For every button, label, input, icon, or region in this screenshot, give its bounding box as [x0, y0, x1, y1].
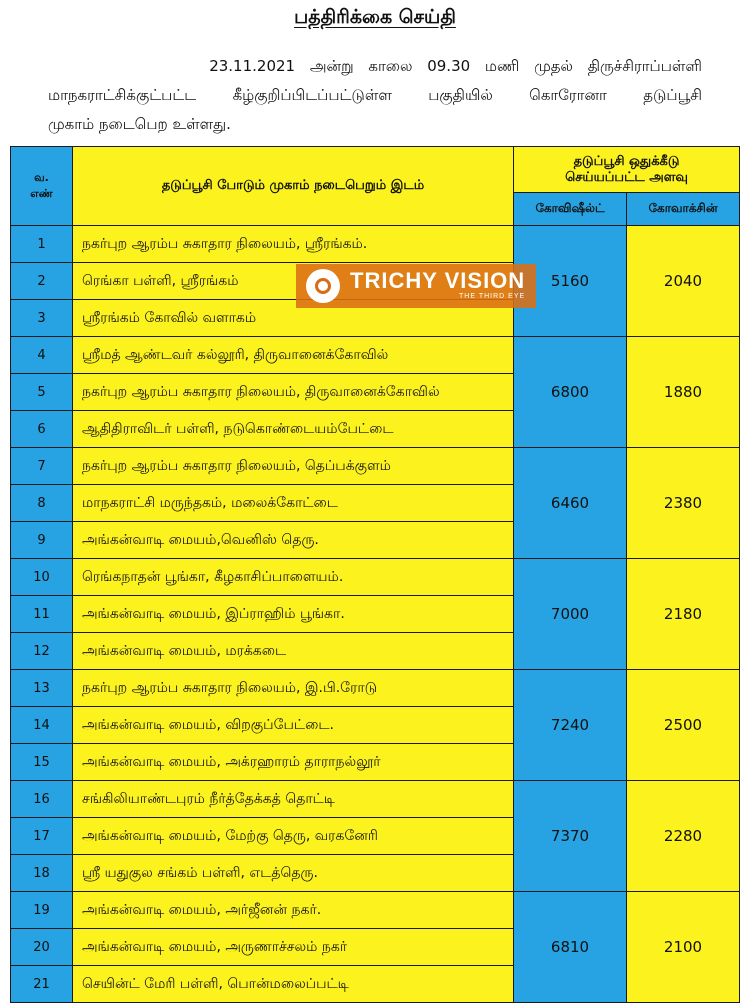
camp-location-cell: ரெங்கா பள்ளி, ஸ்ரீரங்கம் — [73, 263, 514, 300]
covishield-quantity-cell: 6460 — [514, 448, 627, 559]
serial-number-cell: 11 — [11, 596, 73, 633]
serial-number-cell: 3 — [11, 300, 73, 337]
serial-number-cell: 2 — [11, 263, 73, 300]
serial-number-cell: 17 — [11, 818, 73, 855]
serial-number-cell: 19 — [11, 892, 73, 929]
camp-location-cell: சங்கிலியாண்டபுரம் நீர்த்தேக்கத் தொட்டி — [73, 781, 514, 818]
covishield-quantity-cell: 6810 — [514, 892, 627, 1003]
camp-location-cell: நகர்புற ஆரம்ப சுகாதார நிலையம், திருவானைக்கோவில் — [73, 374, 514, 411]
table-row — [11, 670, 740, 707]
camp-location-cell: அங்கன்வாடி மையம், விறகுப்பேட்டை. — [73, 707, 514, 744]
serial-number-cell: 8 — [11, 485, 73, 522]
press-release-title: பத்திரிக்கை செய்தி — [294, 6, 456, 28]
camp-location-cell: ஸ்ரீ யதுகுல சங்கம் பள்ளி, எடத்தெரு. — [73, 855, 514, 892]
camp-location-cell: நகர்புற ஆரம்ப சுகாதார நிலையம், ஸ்ரீரங்கம். — [73, 226, 514, 263]
eye-logo-icon — [306, 269, 340, 303]
serial-number-cell: 18 — [11, 855, 73, 892]
camp-location-cell: நகர்புற ஆரம்ப சுகாதார நிலையம், தெப்பக்குளம் — [73, 448, 514, 485]
serial-number-cell: 14 — [11, 707, 73, 744]
camp-location-cell: மாநகராட்சி மருந்தகம், மலைக்கோட்டை — [73, 485, 514, 522]
camp-location-cell: அங்கன்வாடி மையம், அக்ரஹாரம் தாராநல்லூர் — [73, 744, 514, 781]
covaxin-quantity-cell: 2100 — [627, 892, 740, 1003]
header-allocation-line-1: தடுப்பூசி ஒதுக்கீடு — [573, 153, 680, 169]
serial-number-cell: 21 — [11, 966, 73, 1003]
covaxin-quantity-cell: 2280 — [627, 781, 740, 892]
header-serial-line-2: எண் — [30, 187, 53, 200]
serial-number-cell: 10 — [11, 559, 73, 596]
camp-location-cell: ஸ்ரீரங்கம் கோவில் வளாகம் — [73, 300, 514, 337]
intro-line-2: மாநகராட்சிக்குட்பட்ட கீழ்குறிப்பிடப்பட்டுள்ள பகுதியில் கொரோனா தடுப்பூசி — [48, 86, 702, 104]
intro-line-3: முகாம் நடைபெற உள்ளது. — [48, 115, 231, 133]
header-allocation-line-2: செய்யப்பட்ட அளவு — [565, 169, 688, 185]
camp-location-cell: ரெங்கநாதன் பூங்கா, கீழகாசிப்பாளையம். — [73, 559, 514, 596]
covaxin-quantity-cell: 2500 — [627, 670, 740, 781]
camp-location-cell: ஸ்ரீமத் ஆண்டவர் கல்லூரி, திருவானைக்கோவில் — [73, 337, 514, 374]
trichy-vision-watermark — [296, 264, 536, 308]
table-row — [11, 448, 740, 485]
covishield-quantity-cell: 6800 — [514, 337, 627, 448]
camp-location-cell: அங்கன்வாடி மையம், மரக்கடை — [73, 633, 514, 670]
camp-location-cell: அங்கன்வாடி மையம், அர்ஜீனன் நகர். — [73, 892, 514, 929]
camp-location-cell: நகர்புற ஆரம்ப சுகாதார நிலையம், இ.பி.ரோடு — [73, 670, 514, 707]
header-covishield: கோவிஷீல்ட் — [514, 193, 627, 226]
table-row — [11, 337, 740, 374]
watermark-text — [350, 270, 525, 302]
table-row — [11, 559, 740, 596]
camp-location-cell: அங்கன்வாடி மையம், இப்ராஹிம் பூங்கா. — [73, 596, 514, 633]
serial-number-cell: 9 — [11, 522, 73, 559]
camp-location-cell: ஆதிதிராவிடர் பள்ளி, நடுகொண்டையம்பேட்டை — [73, 411, 514, 448]
intro-line-1: 23.11.2021 அன்று காலை 09.30 மணி முதல் திருச்சிராப்பள்ளி — [209, 57, 702, 75]
header-covaxin: கோவாக்சின் — [627, 193, 740, 226]
covaxin-quantity-cell: 2040 — [627, 226, 740, 337]
camp-location-cell: செயின்ட் மேரி பள்ளி, பொன்மலைப்பட்டி — [73, 966, 514, 1003]
serial-number-cell: 5 — [11, 374, 73, 411]
covaxin-quantity-cell: 2380 — [627, 448, 740, 559]
table-row — [11, 226, 740, 263]
covaxin-quantity-cell: 2180 — [627, 559, 740, 670]
header-allocation — [514, 147, 740, 193]
covaxin-quantity-cell: 1880 — [627, 337, 740, 448]
serial-number-cell: 7 — [11, 448, 73, 485]
camp-location-cell: அங்கன்வாடி மையம்,வெனிஸ் தெரு. — [73, 522, 514, 559]
camp-location-cell: அங்கன்வாடி மையம், அருணாச்சலம் நகர் — [73, 929, 514, 966]
header-camp-location: தடுப்பூசி போடும் முகாம் நடைபெறும் இடம் — [73, 147, 514, 226]
serial-number-cell: 16 — [11, 781, 73, 818]
watermark-main-text: TRICHY VISION — [350, 268, 526, 293]
intro-paragraph — [48, 52, 702, 139]
covishield-quantity-cell: 5160 — [514, 226, 627, 337]
covishield-quantity-cell: 7000 — [514, 559, 627, 670]
serial-number-cell: 20 — [11, 929, 73, 966]
serial-number-cell: 15 — [11, 744, 73, 781]
table-row — [11, 892, 740, 929]
serial-number-cell: 4 — [11, 337, 73, 374]
serial-number-cell: 1 — [11, 226, 73, 263]
table-body — [11, 226, 740, 1003]
covishield-quantity-cell: 7240 — [514, 670, 627, 781]
table-row — [11, 781, 740, 818]
serial-number-cell: 13 — [11, 670, 73, 707]
header-serial-number — [11, 147, 73, 226]
header-serial-line-1: வ. — [34, 171, 49, 184]
camp-location-cell: அங்கன்வாடி மையம், மேற்கு தெரு, வரகனேரி — [73, 818, 514, 855]
covishield-quantity-cell: 7370 — [514, 781, 627, 892]
watermark-tagline: THE THIRD EYE — [459, 293, 526, 300]
serial-number-cell: 6 — [11, 411, 73, 448]
serial-number-cell: 12 — [11, 633, 73, 670]
